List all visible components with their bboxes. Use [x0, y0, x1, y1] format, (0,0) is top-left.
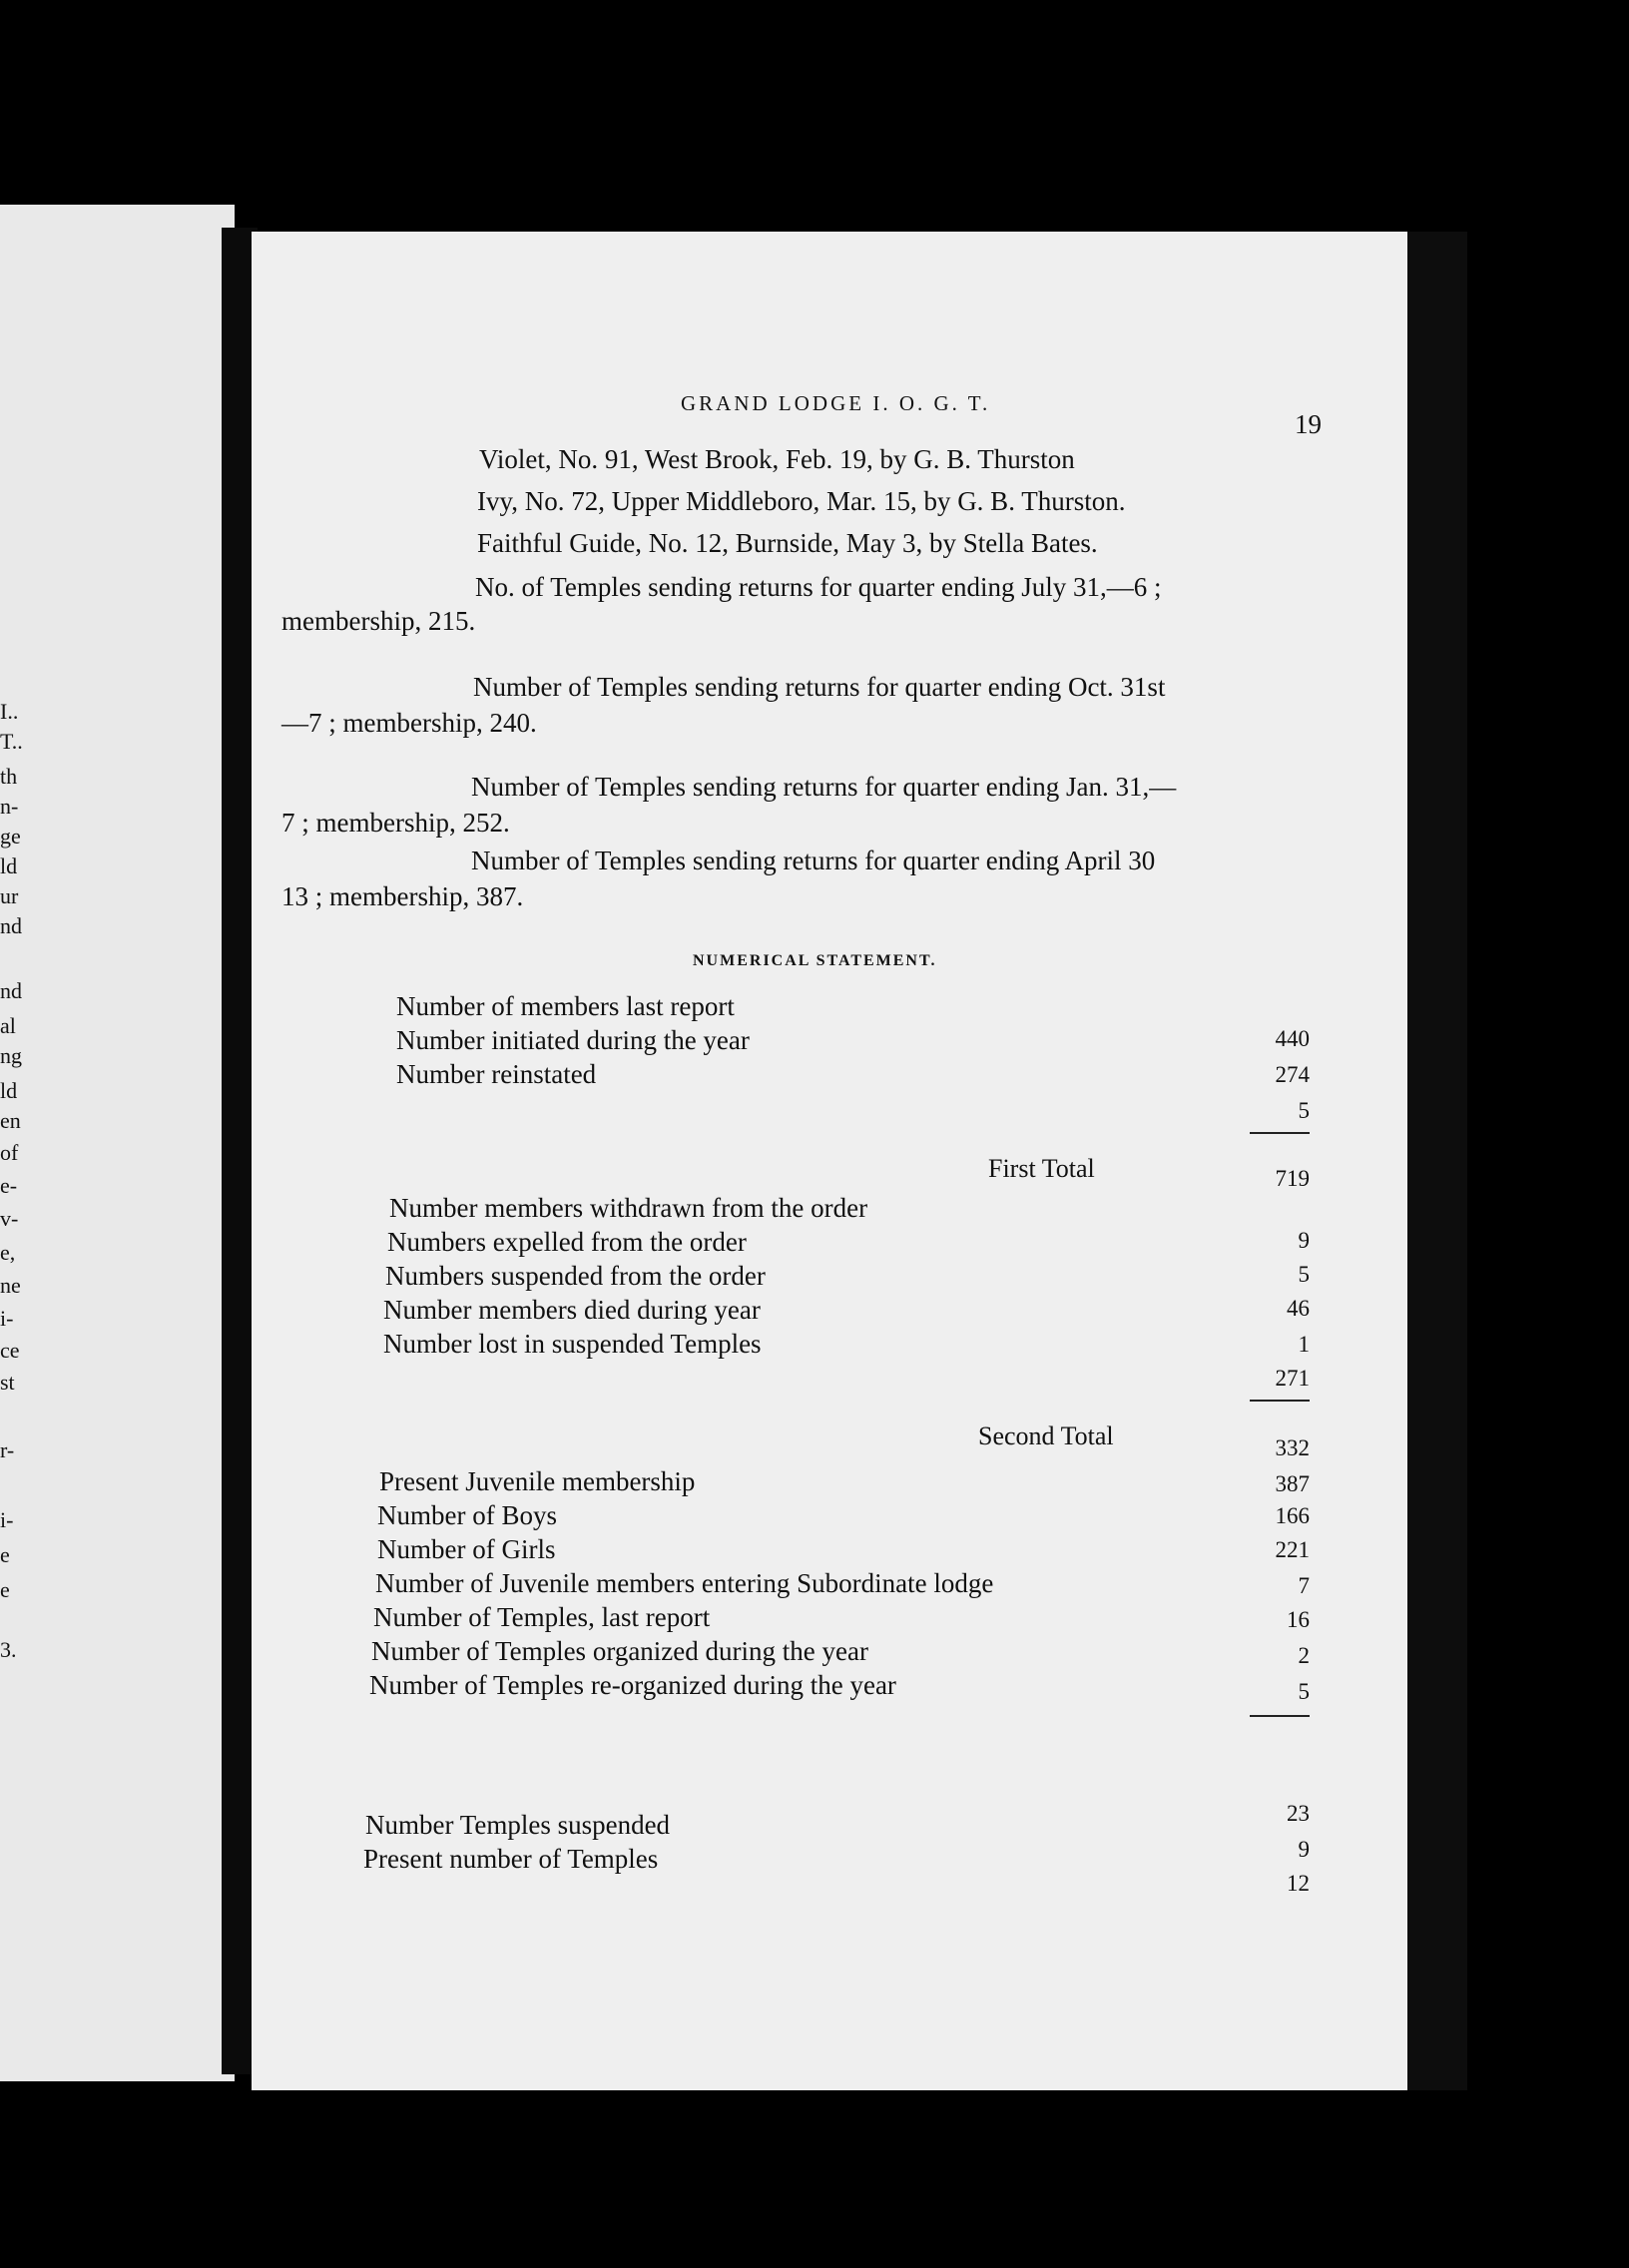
statement-label: Present Juvenile membership [379, 1466, 696, 1496]
statement-label: Numbers suspended from the order [385, 1261, 766, 1291]
returns-line: —7 ; membership, 240. [281, 708, 537, 738]
statement-value: 16 [1287, 1607, 1310, 1632]
statement-value: 5 [1298, 1679, 1310, 1704]
statement-label: Number of Girls [377, 1534, 556, 1564]
sum-rule [1250, 1715, 1310, 1717]
statement-label: Number of Boys [377, 1500, 557, 1530]
left-fragment: e, [0, 1240, 16, 1265]
left-fragment: nd [0, 978, 22, 1003]
returns-line: No. of Temples sending returns for quarter ending July 31,—6 ; [475, 572, 1162, 602]
sum-rule [1250, 1132, 1310, 1134]
left-fragment: ng [0, 1043, 22, 1068]
left-fragment: ne [0, 1273, 21, 1298]
statement-value: 23 [1287, 1801, 1310, 1826]
left-fragment: of [0, 1140, 19, 1165]
statement-value: 5 [1298, 1262, 1310, 1287]
statement-value: 46 [1287, 1296, 1310, 1321]
statement-label: Numbers expelled from the order [387, 1227, 747, 1257]
statement-value: 440 [1275, 1026, 1310, 1051]
left-fragment: e [0, 1577, 10, 1602]
statement-label: Number of Temples, last report [373, 1602, 711, 1632]
running-head: GRAND LODGE I. O. G. T. [681, 391, 991, 415]
left-fragment: ld [0, 853, 18, 878]
left-fragment: nd [0, 913, 22, 938]
left-fragment: ge [0, 824, 21, 849]
first-total-label: First Total [988, 1154, 1095, 1183]
book-page [252, 232, 1407, 2090]
returns-line: 7 ; membership, 252. [281, 808, 510, 838]
statement-label: Number members withdrawn from the order [389, 1193, 868, 1223]
statement-value: 1 [1298, 1332, 1310, 1357]
statement-value: 9 [1298, 1228, 1310, 1253]
statement-value: 274 [1275, 1062, 1310, 1087]
statement-value: 271 [1275, 1366, 1310, 1391]
statement-label: Number lost in suspended Temples [383, 1329, 762, 1359]
second-total-label: Second Total [978, 1421, 1114, 1450]
statement-value: 2 [1298, 1643, 1310, 1668]
statement-value: 332 [1275, 1435, 1310, 1460]
returns-line: Number of Temples sending returns for quarter ending April 30 [471, 846, 1156, 875]
returns-line: 13 ; membership, 387. [281, 881, 524, 911]
statement-label: Number reinstated [396, 1059, 597, 1089]
left-fragment: ur [0, 883, 19, 908]
left-fragment: n- [0, 794, 19, 819]
statement-label: Number of members last report [396, 991, 735, 1021]
left-fragment: v- [0, 1206, 19, 1231]
left-fragment: e [0, 1542, 10, 1567]
left-fragment: i- [0, 1306, 14, 1331]
left-page-edge [0, 205, 235, 2081]
left-fragment: 3. [0, 1637, 17, 1662]
left-fragment: i- [0, 1507, 14, 1532]
statement-value: 387 [1275, 1471, 1310, 1496]
left-fragment: ce [0, 1338, 20, 1363]
statement-label: Number members died during year [383, 1295, 761, 1325]
statement-label: Number of Temples re-organized during the year [369, 1670, 896, 1700]
left-fragment: th [0, 764, 18, 789]
returns-line: Number of Temples sending returns for quarter ending Oct. 31st [473, 672, 1166, 702]
page-number: 19 [1295, 409, 1322, 439]
statement-value: 5 [1298, 1098, 1310, 1123]
statement-value: 221 [1275, 1537, 1310, 1562]
statement-label: Present number of Temples [363, 1844, 659, 1874]
left-fragment: en [0, 1108, 21, 1133]
section-title: NUMERICAL STATEMENT. [693, 952, 937, 969]
returns-line: membership, 215. [281, 606, 476, 636]
left-fragment: st [0, 1370, 15, 1395]
left-fragment: ld [0, 1078, 18, 1103]
left-fragment: r- [0, 1437, 15, 1462]
sum-rule [1250, 1400, 1310, 1402]
statement-value: 166 [1275, 1503, 1310, 1528]
statement-label: Number initiated during the year [396, 1025, 750, 1055]
statement-value: 7 [1298, 1573, 1310, 1598]
left-fragment: e- [0, 1173, 18, 1198]
statement-label: Number Temples suspended [365, 1810, 671, 1840]
statement-value: 12 [1287, 1871, 1310, 1896]
returns-line: Number of Temples sending returns for quarter ending Jan. 31,— [471, 772, 1177, 802]
statement-value: 9 [1298, 1837, 1310, 1862]
statement-label: Number of Temples organized during the year [371, 1636, 868, 1666]
statement-label: Number of Juvenile members entering Subordinate lodge [375, 1568, 994, 1598]
left-fragment: al [0, 1013, 16, 1038]
statement-value: 719 [1275, 1166, 1310, 1191]
entry-line: Ivy, No. 72, Upper Middleboro, Mar. 15, by G. B. Thurston. [477, 486, 1126, 516]
left-fragment: T.. [0, 729, 23, 754]
entry-line: Violet, No. 91, West Brook, Feb. 19, by G. B. Thurston [479, 444, 1075, 474]
left-fragment: I.. [0, 699, 19, 724]
entry-line: Faithful Guide, No. 12, Burnside, May 3, by Stella Bates. [477, 528, 1098, 558]
page-edge-shadow [1407, 232, 1467, 2090]
